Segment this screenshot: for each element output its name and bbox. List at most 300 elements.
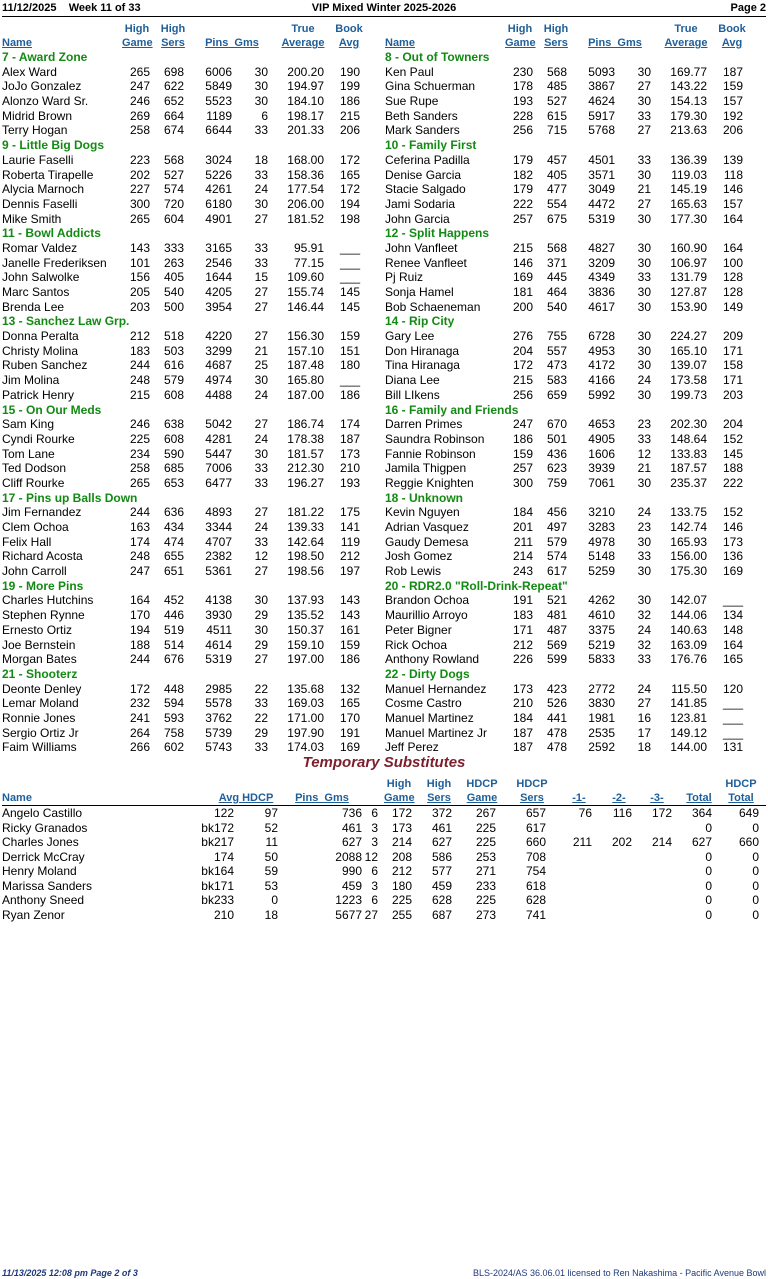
true-average: 155.74 (287, 285, 324, 299)
total-pins: 4220 (205, 329, 232, 344)
player-name: Kevin Nguyen (385, 505, 460, 520)
high-game: 247 (512, 417, 533, 432)
total-pins: 5578 (205, 696, 232, 711)
player-name: Alonzo Ward Sr. (2, 94, 89, 109)
games: 27 (254, 505, 268, 520)
total-pins: 3024 (205, 152, 232, 167)
book-average: 172 (339, 182, 360, 197)
high-game: 265 (129, 64, 150, 79)
player-name: John Salwolke (2, 270, 80, 285)
sub-total: 0 (705, 893, 712, 907)
total-pins: 3571 (588, 167, 615, 182)
player-name: Ted Dodson (2, 461, 67, 476)
book-average: 146 (722, 182, 743, 197)
high-game: 215 (129, 387, 150, 402)
book-average: 118 (723, 167, 743, 182)
games: 29 (254, 637, 268, 652)
high-series: 755 (546, 329, 567, 344)
high-series: 758 (163, 725, 184, 740)
sub-hdcp: 11 (265, 835, 278, 849)
true-average: 165.80 (287, 373, 324, 388)
header-pins-gms: Pins Gms (588, 37, 642, 49)
true-average: 109.60 (287, 270, 324, 285)
total-pins: 3210 (588, 505, 615, 520)
book-average: 134 (722, 608, 743, 623)
high-game: 300 (512, 475, 533, 490)
high-game: 169 (512, 270, 533, 285)
player-name: Jim Fernandez (2, 505, 82, 520)
substitutes-title: Temporary Substitutes (302, 754, 466, 771)
high-game: 179 (512, 152, 533, 167)
header-true-average-1: True (674, 23, 698, 35)
player-name: Gary Lee (385, 329, 435, 344)
book-average: ___ (722, 696, 743, 711)
sub-pins: 459 (341, 878, 362, 893)
player-row (2, 711, 382, 726)
player-name: Manuel Martinez Jr (385, 725, 488, 740)
player-row (385, 153, 765, 168)
true-average: 156.30 (287, 329, 324, 344)
sub-header-hdcp-sers-2: Sers (520, 792, 544, 804)
player-row (385, 388, 765, 403)
player-row (2, 241, 382, 256)
player-row (385, 168, 765, 183)
book-average: 206 (722, 123, 743, 138)
games: 30 (254, 64, 268, 79)
total-pins: 4614 (205, 637, 232, 652)
high-game: 200 (512, 299, 533, 314)
sub-game-1: 76 (578, 806, 592, 820)
book-average: 192 (722, 108, 743, 123)
high-game: 193 (512, 94, 533, 109)
sub-hdcp: 53 (264, 878, 278, 893)
high-game: 146 (512, 255, 533, 270)
header-high-game-2: Game (505, 37, 536, 49)
player-name: Stacie Salgado (385, 182, 466, 197)
total-pins: 4349 (588, 270, 615, 285)
true-average: 157.10 (287, 343, 324, 358)
true-average: 133.75 (670, 505, 707, 520)
total-pins: 2592 (588, 740, 615, 755)
games: 25 (254, 358, 268, 373)
book-average: ___ (722, 725, 743, 740)
games: 27 (254, 564, 268, 579)
games: 15 (254, 270, 268, 285)
player-name: Josh Gomez (385, 549, 453, 564)
high-game: 230 (512, 64, 533, 79)
sub-name: Derrick McCray (2, 849, 85, 864)
player-row (385, 270, 765, 285)
player-row (385, 197, 765, 212)
player-name: Tina Hiranaga (385, 358, 460, 373)
header-high-game-2: Game (122, 37, 153, 49)
player-row (2, 212, 382, 227)
header-true-average-2: Average (281, 37, 325, 49)
sub-hdcp-game: 225 (475, 820, 496, 835)
high-series: 540 (163, 285, 184, 299)
player-name: Sonja Hamel (385, 285, 454, 299)
sub-games: 3 (371, 878, 378, 893)
high-game: 101 (129, 255, 150, 270)
player-row (2, 168, 382, 183)
right-column (385, 22, 765, 755)
sub-name: Angelo Castillo (2, 806, 83, 820)
high-game: 256 (512, 387, 533, 402)
high-series: 574 (546, 549, 567, 564)
player-name: John Garcia (385, 211, 450, 226)
player-row (2, 65, 382, 80)
sub-avg: 210 (213, 907, 234, 922)
substitutes-table (2, 777, 766, 922)
player-row (385, 344, 765, 359)
player-row (385, 256, 765, 271)
total-pins: 2546 (205, 255, 232, 270)
book-average: 152 (722, 505, 743, 520)
true-average: 201.33 (287, 123, 324, 138)
high-game: 246 (129, 417, 150, 432)
total-pins: 3375 (588, 622, 615, 637)
total-pins: 4166 (588, 373, 615, 388)
high-game: 212 (129, 329, 150, 344)
player-row (385, 417, 765, 432)
player-name: Anthony Rowland (385, 652, 480, 667)
true-average: 171.00 (287, 710, 324, 725)
book-average: 132 (339, 681, 360, 696)
high-game: 170 (129, 608, 150, 623)
sub-total: 0 (705, 864, 712, 878)
sub-header-hdcp-game-1: HDCP (466, 778, 498, 790)
sub-avg: bk217 (201, 835, 234, 849)
high-game: 164 (129, 593, 150, 608)
high-series: 590 (163, 446, 184, 461)
games: 33 (637, 549, 651, 564)
total-pins: 4893 (205, 505, 232, 520)
player-name: Stephen Rynne (2, 608, 85, 623)
player-row (385, 94, 765, 109)
sub-high-game: 255 (391, 907, 412, 922)
player-row (385, 300, 765, 315)
book-average: 187 (339, 431, 360, 446)
player-row (2, 109, 382, 124)
book-average: 171 (722, 343, 743, 358)
player-name: John Carroll (2, 564, 67, 579)
high-game: 269 (129, 108, 150, 123)
high-game: 266 (129, 740, 150, 755)
games: 30 (254, 373, 268, 388)
total-pins: 5361 (205, 564, 232, 579)
games: 12 (254, 549, 268, 564)
player-name: Donna Peralta (2, 329, 79, 344)
high-game: 174 (129, 534, 150, 549)
player-row (2, 358, 382, 373)
high-game: 300 (129, 196, 150, 211)
sub-header-high-sers (424, 777, 454, 805)
high-game: 205 (129, 285, 150, 299)
high-game: 172 (129, 681, 150, 696)
team-title: 8 - Out of Towners (385, 50, 490, 64)
high-series: 519 (163, 622, 184, 637)
games: 6 (261, 108, 268, 123)
player-name: Deonte Denley (2, 681, 82, 696)
team-title: 19 - More Pins (2, 578, 84, 593)
sub-hdcp-series: 628 (525, 893, 546, 907)
total-pins: 2535 (588, 725, 615, 740)
games: 30 (637, 358, 651, 373)
team-title: 11 - Bowl Addicts (2, 226, 101, 241)
total-pins: 3762 (205, 710, 232, 725)
high-series: 557 (546, 343, 567, 358)
team-title: 10 - Family First (385, 138, 477, 153)
total-pins: 4707 (205, 534, 232, 549)
games: 18 (637, 740, 651, 755)
high-series: 698 (163, 64, 184, 79)
high-series: 638 (163, 417, 184, 432)
sub-header-hdcp-total-1: HDCP (725, 778, 757, 790)
sub-games: 6 (371, 864, 378, 878)
book-average: 197 (339, 564, 360, 579)
player-row (2, 476, 382, 491)
player-row (2, 535, 382, 550)
games: 27 (254, 299, 268, 314)
total-pins: 6477 (205, 475, 232, 490)
player-row (385, 593, 765, 608)
total-pins: 4281 (205, 431, 232, 446)
player-name: Dennis Faselli (2, 196, 78, 211)
book-average: 193 (339, 475, 360, 490)
sub-hdcp-game: 267 (475, 806, 496, 820)
sub-hdcp-total: 0 (752, 893, 759, 907)
team-title: 13 - Sanchez Law Grp. (2, 314, 130, 329)
team-title: 17 - Pins up Balls Down (2, 490, 138, 505)
book-average: 143 (339, 608, 360, 623)
games: 27 (254, 285, 268, 299)
sub-avg: 122 (213, 806, 234, 820)
sub-games: 12 (364, 849, 378, 864)
player-row (2, 388, 382, 403)
high-series: 676 (163, 652, 184, 667)
player-row (385, 726, 765, 741)
player-row (2, 300, 382, 315)
sub-hdcp-total: 0 (752, 907, 759, 922)
high-series: 521 (546, 593, 567, 608)
book-average: 119 (340, 534, 360, 549)
true-average: 142.74 (670, 520, 707, 534)
book-average: 190 (339, 64, 360, 79)
book-average: ___ (722, 593, 743, 608)
player-name: Alex Ward (2, 64, 57, 79)
high-game: 210 (512, 696, 533, 711)
sub-header-game-3: -3- (650, 792, 664, 804)
sub-row (2, 835, 766, 850)
total-pins: 6180 (205, 196, 232, 211)
book-average: ___ (339, 240, 360, 255)
player-name: Faim Williams (2, 740, 77, 755)
player-row (385, 285, 765, 300)
player-name: Saundra Robinson (385, 431, 485, 446)
true-average: 199.73 (670, 387, 707, 402)
player-name: Morgan Bates (2, 652, 77, 667)
high-series: 446 (163, 608, 184, 623)
book-average: 159 (339, 637, 360, 652)
true-average: 186.74 (287, 417, 324, 432)
player-name: Fannie Robinson (385, 446, 476, 461)
book-average: 136 (722, 549, 743, 564)
sub-game-2: 202 (611, 835, 632, 849)
games: 33 (254, 240, 268, 255)
high-series: 636 (163, 505, 184, 520)
league-title: VIP Mixed Winter 2025-2026 (311, 2, 457, 14)
games: 24 (254, 182, 268, 197)
games: 23 (637, 417, 651, 432)
total-pins: 5768 (588, 123, 615, 138)
header-name: Name (2, 37, 32, 49)
true-average: 194.97 (287, 79, 324, 94)
sub-pins: 627 (341, 835, 362, 849)
high-series: 622 (163, 79, 184, 94)
player-row (385, 696, 765, 711)
header-high-game-1: High (507, 23, 533, 35)
book-average: 164 (722, 240, 743, 255)
high-game: 214 (512, 549, 533, 564)
true-average: 187.48 (287, 358, 324, 373)
player-name: Marc Santos (2, 285, 70, 299)
book-average: 131 (722, 740, 743, 755)
high-game: 247 (129, 79, 150, 94)
true-average: 159.10 (287, 637, 324, 652)
player-row (385, 123, 765, 138)
high-series: 405 (546, 167, 567, 182)
book-average: 152 (722, 431, 743, 446)
header-high-game (122, 22, 152, 50)
true-average: 145.19 (670, 182, 707, 197)
high-game: 184 (512, 710, 533, 725)
total-pins: 2985 (205, 681, 232, 696)
player-name: Jamila Thigpen (385, 461, 467, 476)
high-series: 464 (546, 285, 567, 299)
sub-high-series: 459 (431, 878, 452, 893)
header-book-avg-1: Book (335, 23, 363, 35)
high-series: 602 (163, 740, 184, 755)
high-series: 474 (163, 534, 184, 549)
player-name: Lemar Moland (2, 696, 79, 711)
player-row (2, 417, 382, 432)
sub-header-high-sers-1: High (426, 778, 452, 790)
true-average: 123.81 (670, 710, 707, 725)
high-series: 675 (546, 211, 567, 226)
true-average: 165.63 (670, 196, 707, 211)
book-average: 186 (339, 387, 360, 402)
player-row (385, 79, 765, 94)
games: 29 (254, 608, 268, 623)
header-true-average-2: Average (664, 37, 708, 49)
sub-games: 3 (371, 820, 378, 835)
sub-header-hdcp-sers-1: HDCP (516, 778, 548, 790)
total-pins: 4472 (588, 196, 615, 211)
high-game: 248 (129, 549, 150, 564)
player-row (385, 476, 765, 491)
sub-hdcp: 59 (264, 864, 278, 878)
high-series: 527 (163, 167, 184, 182)
player-row (2, 682, 382, 697)
book-average: 164 (722, 637, 743, 652)
games: 32 (637, 637, 651, 652)
games: 33 (254, 461, 268, 476)
sub-avg: bk172 (201, 820, 234, 835)
book-average: 143 (339, 593, 360, 608)
player-name: Bill LIkens (385, 387, 440, 402)
high-game: 264 (129, 725, 150, 740)
sub-header-game-1: -1- (572, 792, 586, 804)
games: 30 (637, 329, 651, 344)
high-series: 445 (546, 270, 567, 285)
true-average: 177.54 (287, 182, 324, 197)
total-pins: 4978 (588, 534, 615, 549)
player-name: Joe Bernstein (2, 637, 76, 652)
book-average: 159 (339, 329, 360, 344)
book-average: 172 (339, 152, 360, 167)
book-average: 203 (722, 387, 743, 402)
player-name: Mark Sanders (385, 123, 460, 138)
total-pins: 1981 (588, 710, 615, 725)
team-title: 22 - Dirty Dogs (385, 666, 470, 681)
sub-hdcp-series: 660 (525, 835, 546, 849)
high-series: 501 (546, 431, 567, 446)
total-pins: 2772 (588, 681, 615, 696)
book-average: ___ (339, 255, 360, 270)
book-average: 170 (339, 710, 360, 725)
high-game: 211 (513, 534, 533, 549)
high-series: 574 (163, 182, 184, 197)
games: 33 (254, 123, 268, 138)
games: 30 (637, 564, 651, 579)
player-name: Gaudy Demesa (385, 534, 469, 549)
sub-high-game: 173 (391, 820, 412, 835)
player-name: Richard Acosta (2, 549, 83, 564)
book-average: 158 (722, 358, 743, 373)
player-name: Gina Schuerman (385, 79, 476, 94)
player-name: Peter Bigner (385, 622, 452, 637)
total-pins: 4488 (205, 387, 232, 402)
player-row (385, 65, 765, 80)
player-name: Mike Smith (2, 211, 62, 226)
header-high-sers (158, 22, 188, 50)
player-row (2, 94, 382, 109)
book-average: 157 (722, 196, 743, 211)
sub-hdcp-game: 233 (475, 878, 496, 893)
true-average: 163.09 (670, 637, 707, 652)
sub-header-high-game (384, 777, 414, 805)
book-average: 186 (339, 652, 360, 667)
games: 30 (637, 94, 651, 109)
high-series: 477 (546, 182, 567, 197)
high-series: 617 (546, 564, 567, 579)
high-game: 234 (129, 446, 150, 461)
book-average: 175 (339, 505, 360, 520)
total-pins: 4205 (205, 285, 232, 299)
high-series: 583 (546, 373, 567, 388)
header-pins-gms: Pins Gms (205, 37, 259, 49)
true-average: 148.64 (670, 431, 707, 446)
true-average: 198.17 (287, 108, 324, 123)
player-name: Janelle Frederiksen (2, 255, 107, 270)
book-average: 165 (339, 167, 360, 182)
player-row (2, 270, 382, 285)
high-series: 623 (546, 461, 567, 476)
games: 30 (254, 196, 268, 211)
high-series: 405 (163, 270, 184, 285)
games: 22 (254, 710, 268, 725)
player-name: Jim Molina (2, 373, 60, 388)
